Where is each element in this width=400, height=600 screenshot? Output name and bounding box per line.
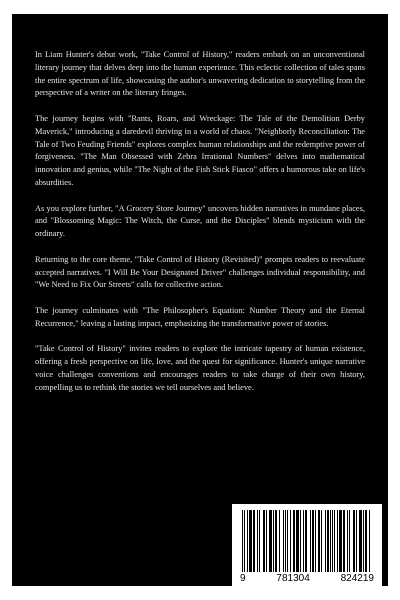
barcode-bar bbox=[359, 510, 362, 572]
blurb-text bbox=[35, 49, 365, 407]
barcode-bar bbox=[332, 510, 333, 572]
barcode-bar bbox=[269, 510, 272, 572]
barcode-bar bbox=[353, 510, 355, 572]
barcode-bar bbox=[330, 510, 331, 572]
blurb-paragraph-5: The journey culminates with "The Philosopher's Equation: Number Theory and the Eternal Recurrence," leaving a lasting impact, emphasizing the transformative power of stories. bbox=[35, 305, 365, 328]
barcode-bar bbox=[349, 510, 350, 572]
barcode-bar bbox=[285, 510, 286, 572]
barcode-bar bbox=[321, 510, 322, 572]
barcode-digit-first: 9 bbox=[240, 573, 246, 584]
barcode-bar bbox=[369, 510, 370, 572]
barcode-bar bbox=[356, 510, 357, 572]
barcode-bar bbox=[242, 510, 243, 572]
isbn-barcode bbox=[232, 504, 382, 586]
barcode-bar bbox=[327, 510, 329, 572]
barcode-bar bbox=[253, 510, 255, 572]
barcode-bar bbox=[283, 510, 284, 572]
barcode-digits-right: 824219 bbox=[340, 573, 374, 584]
barcode-bar bbox=[263, 510, 265, 572]
barcode-bar bbox=[315, 510, 316, 572]
barcode-bar bbox=[337, 510, 338, 572]
barcode-bar bbox=[318, 510, 320, 572]
barcode-bar bbox=[343, 510, 345, 572]
barcode-bar bbox=[305, 510, 307, 572]
barcode-bar bbox=[325, 510, 326, 572]
barcode-bar bbox=[334, 510, 335, 572]
barcode-number bbox=[238, 573, 376, 584]
barcode-bar bbox=[339, 510, 342, 572]
blurb-paragraph-6: "Take Control of History" invites readers to explore the intricate tapestry of human existence, offering a fresh perspective on life, love, and the quest for significance. Hunter's unique narrative voice challenges conventions and encourages readers to take charge of their own history, compelling us to rethink the stories we tell ourselves and believe. bbox=[35, 344, 365, 392]
blurb-paragraph-4: Returning to the core theme, "Take Control of History (Revisited)" prompts readers to reevaluate accepted narratives. "I Will Be Your Designated Driver" challenges individual responsibility, and "We Need to Fix Our Streets" calls for collective action. bbox=[35, 254, 365, 290]
barcode-bar bbox=[257, 510, 258, 572]
barcode-bar bbox=[365, 510, 367, 572]
barcode-bar bbox=[247, 510, 248, 572]
barcode-bar bbox=[244, 510, 245, 572]
barcode-bar bbox=[300, 510, 301, 572]
barcode-bar bbox=[347, 510, 348, 572]
barcode-bar bbox=[312, 510, 314, 572]
barcode-bar bbox=[279, 510, 280, 572]
barcode-bar bbox=[310, 510, 311, 572]
barcode-bar bbox=[296, 510, 299, 572]
barcode-bar bbox=[249, 510, 252, 572]
book-back-cover bbox=[12, 14, 388, 586]
barcode-bar bbox=[287, 510, 288, 572]
barcode-bar bbox=[363, 510, 364, 572]
barcode-bar bbox=[303, 510, 304, 572]
barcode-bar bbox=[293, 510, 295, 572]
barcode-bar bbox=[273, 510, 274, 572]
blurb-paragraph-2: The journey begins with "Rants, Roars, and Wreckage: The Tale of the Demolition Derby Maverick," introducing a daredevil thriving in a world of chaos. "Neighborly Reconciliation: The Tale of Two Feuding Friends" explores complex human relationships and the redemptive power of forgiveness. "The Man Obsessed with Zebra Irrational Numbers" delves into mathematical innovation and genius, while "The Night of the Fish Stick Fiasco" offers a humorous take on life's absurdities. bbox=[35, 113, 365, 187]
barcode-bar bbox=[290, 510, 291, 572]
barcode-bar bbox=[275, 510, 277, 572]
blurb-paragraph-3: As you explore further, "A Grocery Store Journey" uncovers hidden narratives in mundane places, and "Blossoming Magic: The Witch, the Curse, and the Disciples" blends mysticism with the ordinary. bbox=[35, 203, 365, 239]
barcode-bar bbox=[259, 510, 260, 572]
blurb-paragraph-1: In Liam Hunter's debut work, "Take Control of History," readers embark on an unconventional literary journey that delves deep into the human experience. This eclectic collection of tales spans the entire spectrum of life, showcasing the author's unwavering dedication to storytelling from the perspective of a writer on the literary fringes. bbox=[35, 50, 365, 98]
barcode-bar bbox=[266, 510, 267, 572]
barcode-digits-left: 781304 bbox=[276, 573, 310, 584]
barcode-bars bbox=[238, 510, 376, 572]
